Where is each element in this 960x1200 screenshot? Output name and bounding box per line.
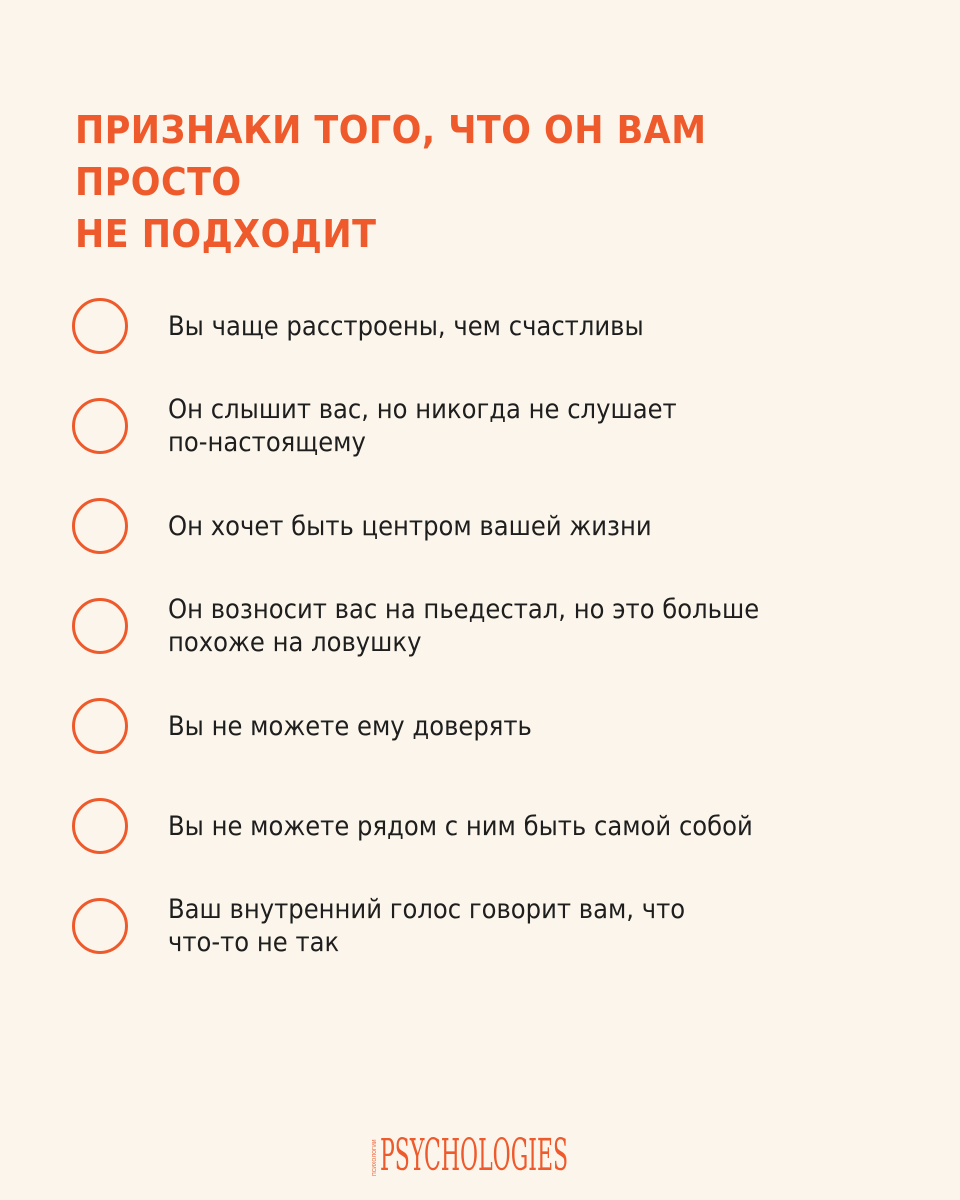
checklist-item[interactable]: [72, 394, 892, 458]
checklist-item[interactable]: [72, 294, 892, 358]
checklist-item-label: Он хочет быть центром вашей жизни: [168, 510, 652, 542]
checklist-item-label: Он слышит вас, но никогда не слушает по-настоящему: [168, 394, 677, 458]
checklist-item-label: Вы не можете рядом с ним быть самой собой: [168, 810, 753, 842]
logo-wordmark: [372, 1130, 588, 1181]
circle-checkbox-icon[interactable]: [72, 898, 128, 954]
circle-checkbox-icon[interactable]: [72, 498, 128, 554]
title-line-1: ПРИЗНАКИ ТОГО, ЧТО ОН ВАМ ПРОСТО: [75, 108, 707, 204]
logo-text: PSYCHOLOGIES: [380, 1130, 569, 1181]
circle-checkbox-icon[interactable]: [72, 798, 128, 854]
circle-checkbox-icon[interactable]: [72, 598, 128, 654]
checklist-item-label: Вы не можете ему доверять: [168, 710, 532, 742]
title-line-2: НЕ ПОДХОДИТ: [75, 212, 377, 256]
brand-logo: [0, 1130, 960, 1181]
checklist-item-label: Он возносит вас на пьедестал, но это больше похоже на ловушку: [168, 594, 760, 658]
logo-small-text: ПСИХОЛОГИИ: [372, 1139, 378, 1176]
checklist-item[interactable]: [72, 694, 892, 758]
checklist-item[interactable]: [72, 794, 892, 858]
circle-checkbox-icon[interactable]: [72, 398, 128, 454]
checklist-item-label: Вы чаще расстроены, чем счастливы: [168, 310, 644, 342]
circle-checkbox-icon[interactable]: [72, 698, 128, 754]
checklist-item[interactable]: [72, 494, 892, 558]
circle-checkbox-icon[interactable]: [72, 298, 128, 354]
checklist-item-label: Ваш внутренний голос говорит вам, что что-то не так: [168, 894, 686, 958]
checklist-item[interactable]: [72, 894, 892, 958]
checklist-item[interactable]: [72, 594, 892, 658]
